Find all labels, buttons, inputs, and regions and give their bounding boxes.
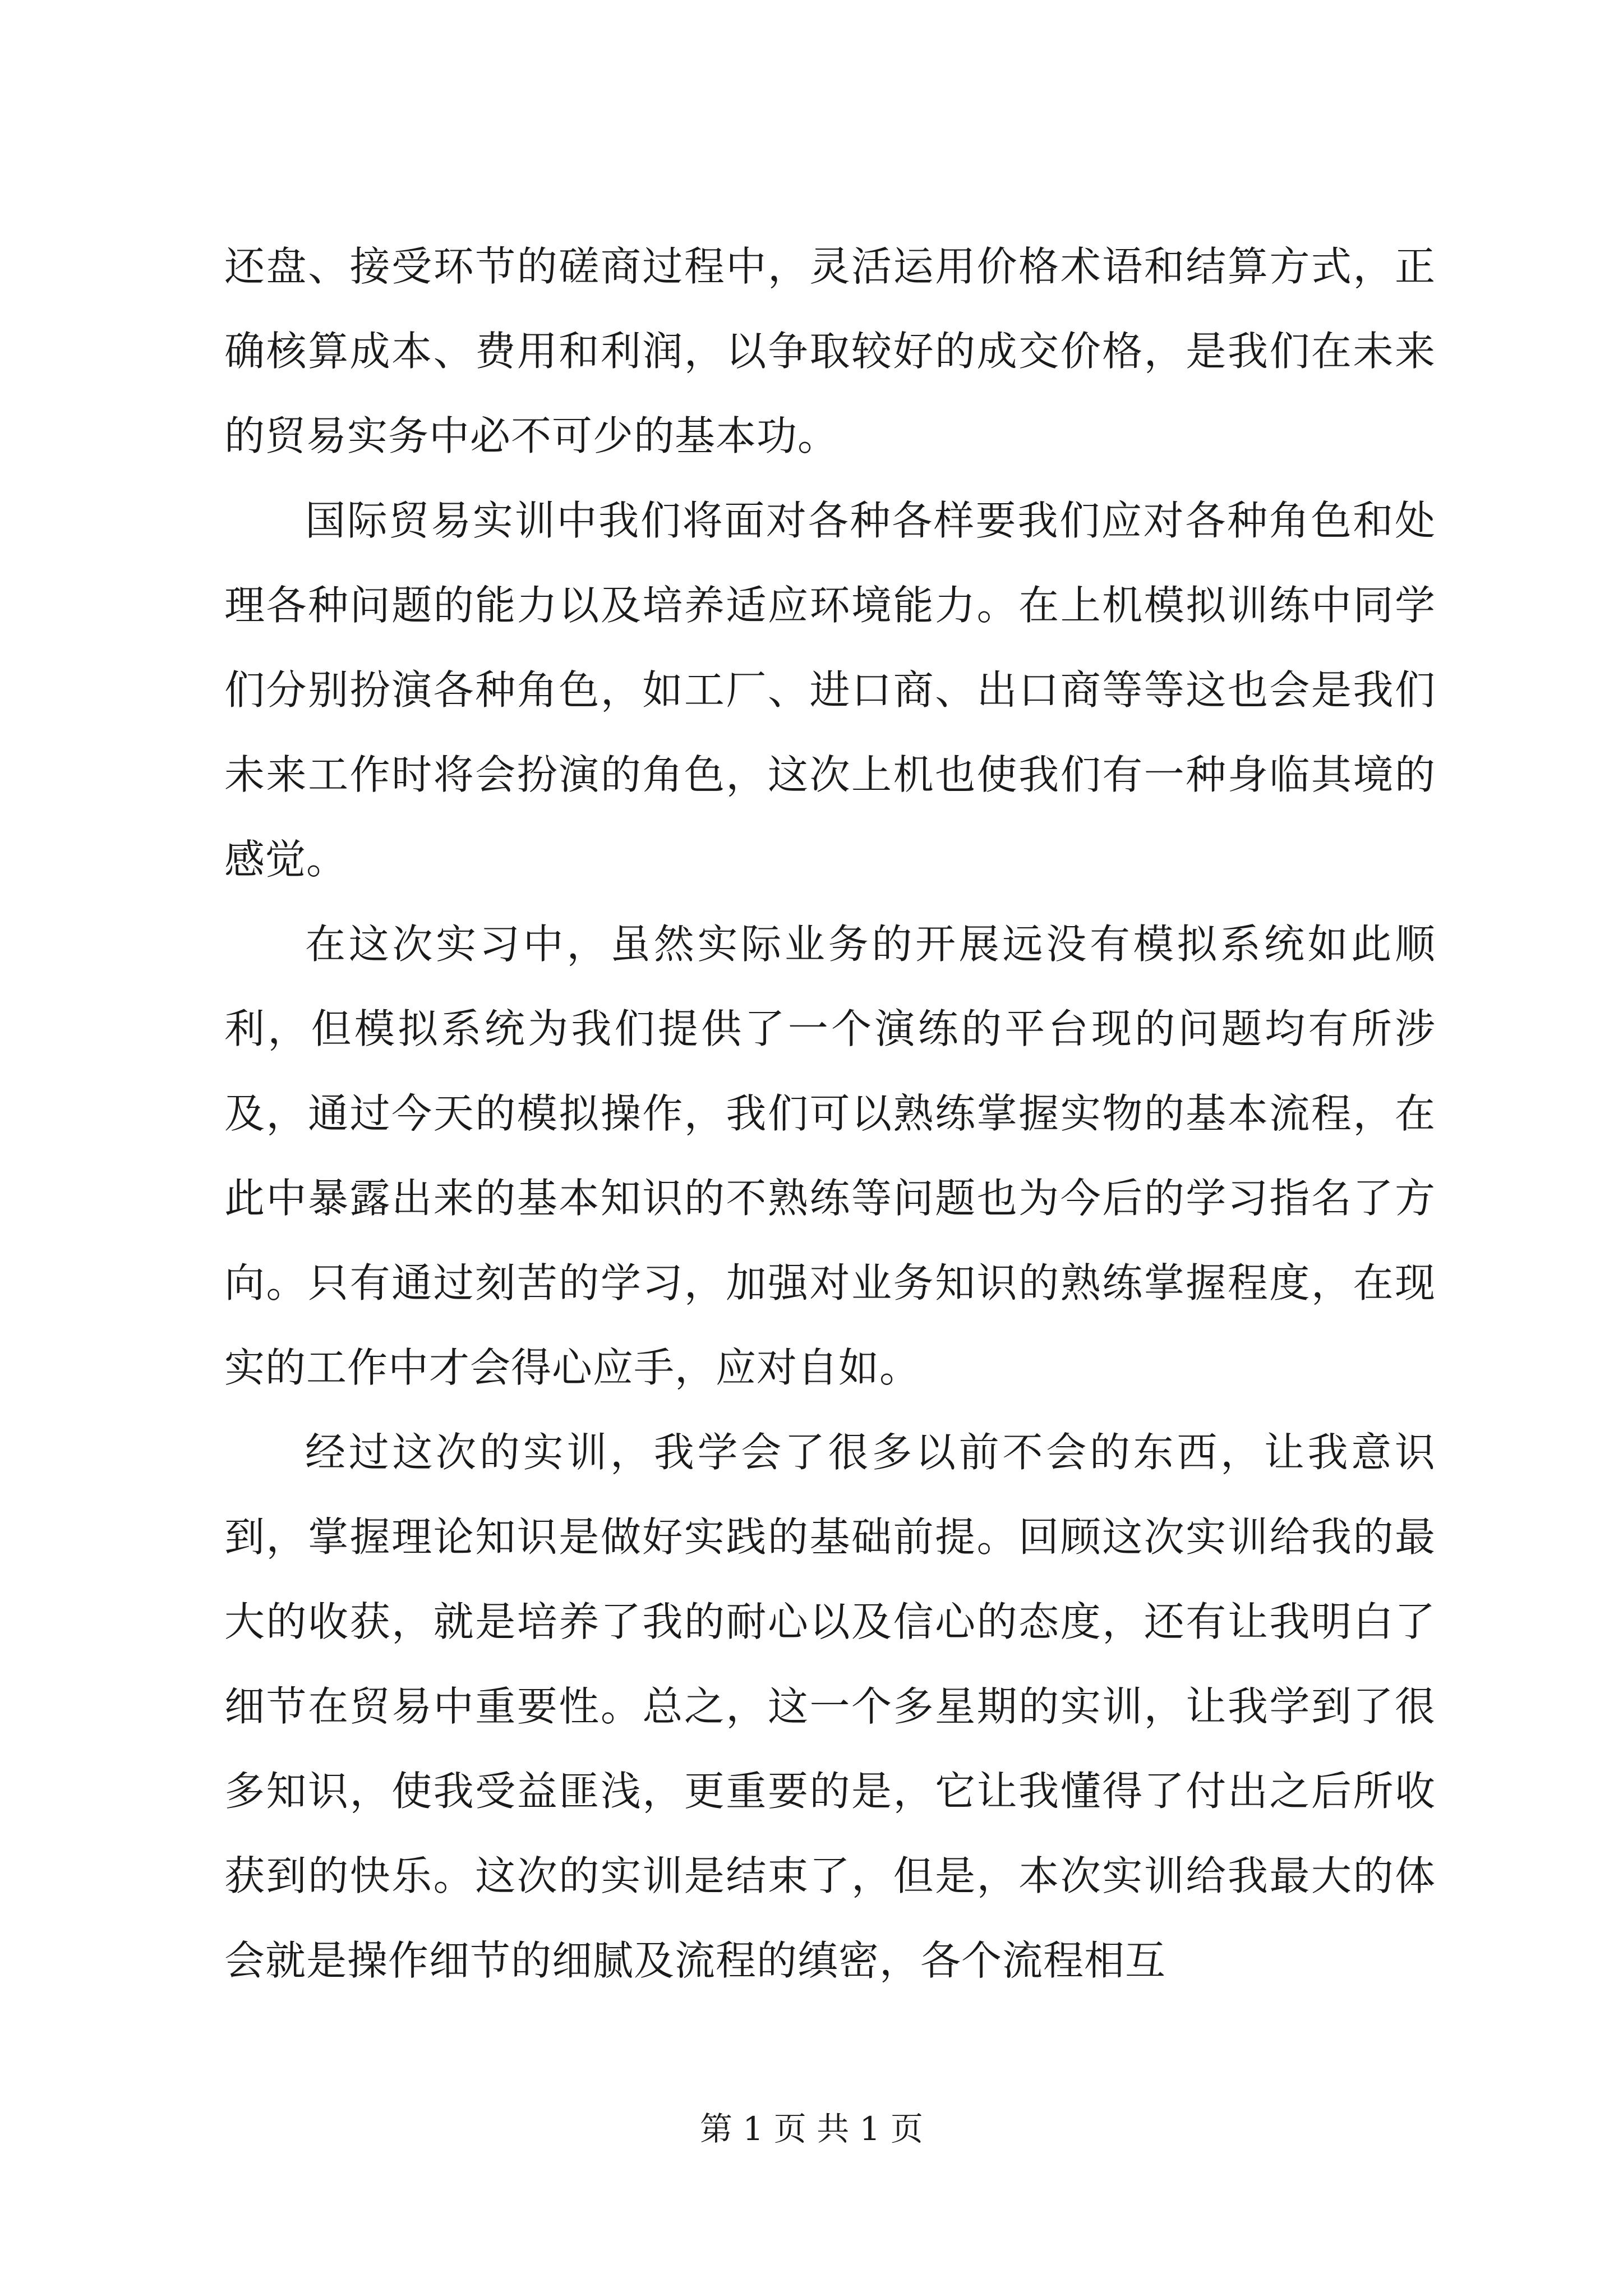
paragraph-3: 在这次实习中，虽然实际业务的开展远没有模拟系统如此顺利，但模拟系统为我们提供了一个演练的平台现的问题均有所涉及，通过今天的模拟操作，我们可以熟练掌握实物的基本流程，在此中暴露出来的基本知识的不熟练等问题也为今后的学习指名了方向。只有通过刻苦的学习，加强对业务知识的熟练掌握程度，在现实的工作中才会得心应手，应对自如。 (224, 921, 1436, 1391)
document-body (224, 224, 1436, 2003)
page-number-footer: 第 1 页 共 1 页 (700, 2110, 923, 2148)
paragraph-2: 国际贸易实训中我们将面对各种各样要我们应对各种角色和处理各种问题的能力以及培养适应环境能力。在上机模拟训练中同学们分别扮演各种角色，如工厂、进口商、出口商等等这也会是我们未来工作时将会扮演的角色，这次上机也使我们有一种身临其境的感觉。 (224, 497, 1436, 883)
paragraph-1: 还盘、接受环节的磋商过程中，灵活运用价格术语和结算方式，正确核算成本、费用和利润，以争取较好的成交价格，是我们在未来的贸易实务中必不可少的基本功。 (224, 243, 1436, 459)
paragraph-4: 经过这次的实训，我学会了很多以前不会的东西，让我意识到，掌握理论知识是做好实践的基础前提。回顾这次实训给我的最大的收获，就是培养了我的耐心以及信心的态度，还有让我明白了细节在贸易中重要性。总之，这一个多星期的实训，让我学到了很多知识，使我受益匪浅，更重要的是，它让我懂得了付出之后所收获到的快乐。这次的实训是结束了，但是，本次实训给我最大的体会就是操作细节的细腻及流程的缜密，各个流程相互 (224, 1429, 1436, 1984)
